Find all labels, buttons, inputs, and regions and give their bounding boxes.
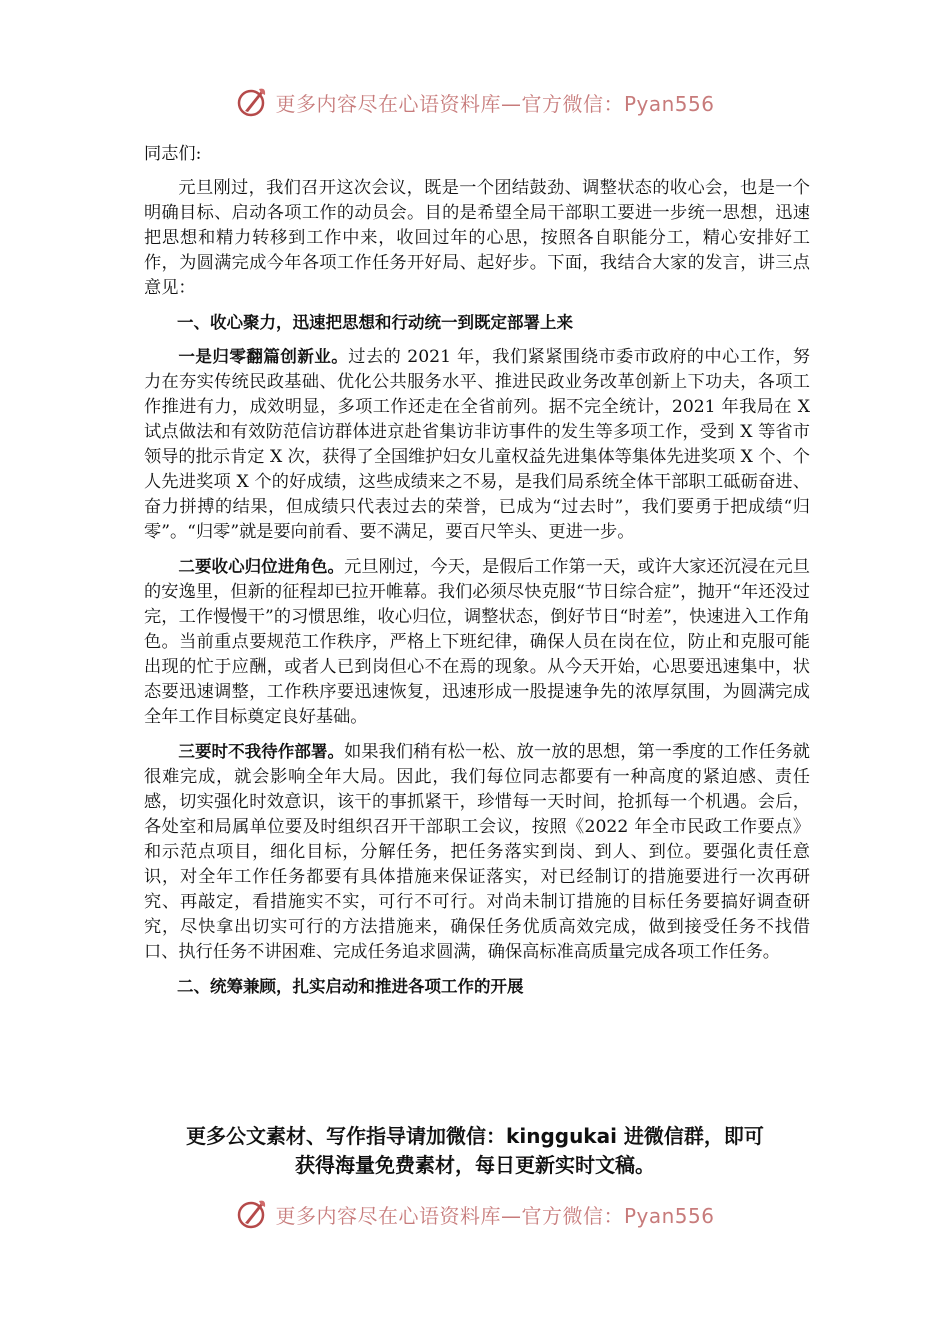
paragraph-3	[144, 739, 810, 965]
quill-seal-icon	[235, 85, 269, 119]
watermark-text: 更多内容尽在心语资料库—官方微信：Pyan556	[275, 1203, 715, 1228]
footer-watermark-banner	[0, 1194, 950, 1234]
paragraph-1-lead: 一是归零翻篇创新业。	[178, 347, 349, 366]
paragraph-2	[144, 554, 810, 730]
promo-line-2: 获得海量免费素材，每日更新实时文稿。	[295, 1153, 655, 1177]
watermark-text: 更多内容尽在心语资料库—官方微信：Pyan556	[275, 91, 715, 116]
paragraph-3-lead: 三要时不我待作部署。	[178, 742, 345, 761]
quill-seal-icon	[235, 1197, 269, 1231]
paragraph-1-body: 过去的 2021 年，我们紧紧围绕市委市政府的中心工作，努力在夯实传统民政基础、优化公共服务水平、推进民政业务改革创新上下功夫，各项工作推进有力，成效明显，多项工作还走在全省前列。据不完全统计，2021 年我局在 X 试点做法和有效防范信访群体进京赴省集访非访事件的发生等多项工作，受到 X 等省市领导的批示肯定 X 次，获得了全国维护妇女儿童权益先进集体等集体先进奖项 X 个、个人先进奖项 X 个的好成绩，这些成绩来之不易，是我们局系统全体干部职工砥砺奋进、奋力拼搏的结果，但成绩只代表过去的荣誉，已成为“过去时”，我们要勇于把成绩“归零”。“归零”就是要向前看、要不满足，要百尺竿头、更进一步。	[144, 347, 810, 542]
paragraph-1	[144, 344, 810, 545]
paragraph-2-body: 元旦刚过，今天，是假后工作第一天，或许大家还沉浸在元旦的安逸里，但新的征程却已拉开帷幕。我们必须尽快克服“节日综合症”，抛开“年还没过完，工作慢慢干”的习惯思维，收心归位，调整状态，倒好节日“时差”，快速进入工作角色。当前重点要规范工作秩序，严格上下班纪律，确保人员在岗在位，防止和克服可能出现的忙于应酬，或者人已到岗但心不在焉的现象。从今天开始，心思要迅速集中，状态要迅速调整，工作秩序要迅速恢复，迅速形成一股提速争先的浓厚氛围，为圆满完成全年工作目标奠定良好基础。	[144, 557, 810, 727]
header-watermark-banner	[0, 82, 950, 122]
section-heading-2: 二、统筹兼顾，扎实启动和推进各项工作的开展	[177, 977, 524, 996]
section-heading-1: 一、收心聚力，迅速把思想和行动统一到既定部署上来	[177, 313, 573, 332]
promo-line-1: 更多公文素材、写作指导请加微信：kinggukai 进微信群，即可	[186, 1124, 764, 1148]
letter-body	[144, 142, 810, 1008]
greeting: 同志们:	[144, 144, 202, 164]
paragraph-2-lead: 二要收心归位进角色。	[178, 557, 345, 576]
paragraph-3-body: 如果我们稍有松一松、放一放的思想，第一季度的工作任务就很难完成，就会影响全年大局。因此，我们每位同志都要有一种高度的紧迫感、责任感，切实强化时效意识，该干的事抓紧干，珍惜每一天时间，抢抓每一个机遇。会后，各处室和局属单位要及时组织召开干部职工会议，按照《2022 年全市民政工作要点》和示范点项目，细化目标，分解任务，把任务落实到岗、到人、到位。要强化责任意识，对全年工作任务都要有具体措施来保证落实，对已经制订的措施要进行一次再研究、再敲定，看措施实不实，可行不可行。对尚未制订措施的目标任务要搞好调查研究，尽快拿出切实可行的方法措施来，确保任务优质高效完成，做到接受任务不找借口、执行任务不讲困难、完成任务追求圆满，确保高标准高质量完成各项工作任务。	[144, 742, 810, 962]
intro-paragraph: 元旦刚过，我们召开这次会议，既是一个团结鼓劲、调整状态的收心会，也是一个明确目标、启动各项工作的动员会。目的是希望全局干部职工要进一步统一思想，迅速把思想和精力转移到工作中来，收回过年的心思，按照各自职能分工，精心安排好工作，为圆满完成今年各项工作任务开好局、起好步。下面，我结合大家的发言，讲三点意见：	[144, 178, 810, 298]
promo-notice	[120, 1122, 830, 1180]
